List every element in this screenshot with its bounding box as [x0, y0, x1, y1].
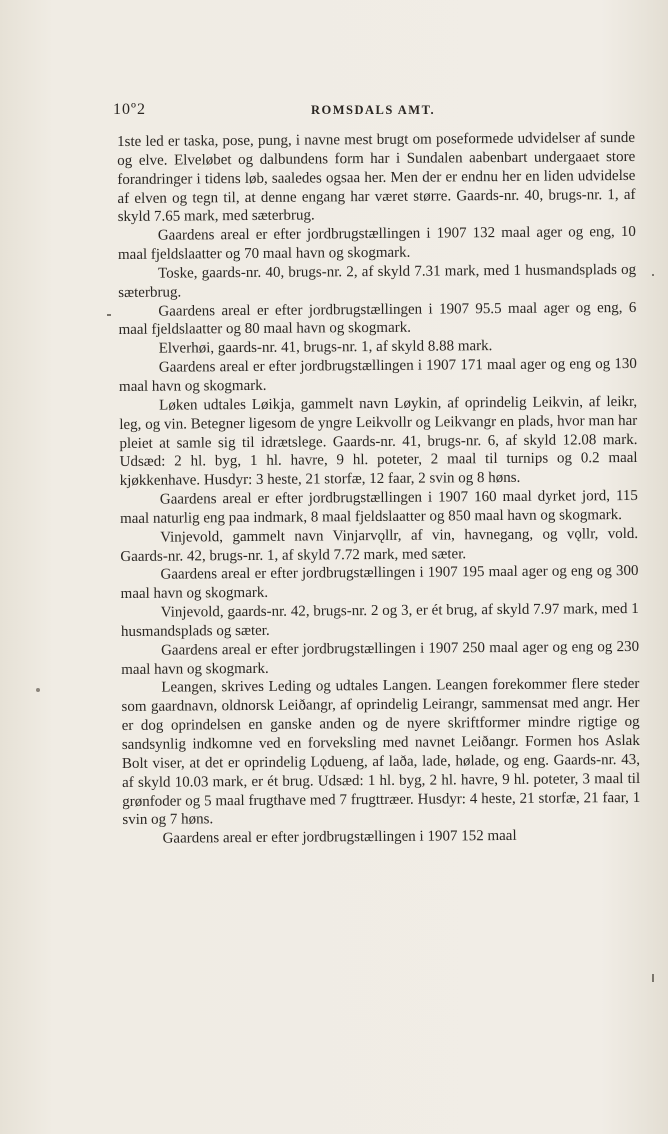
paragraph: Leangen, skrives Leding og udtales Langen. Leangen forekommer flere steder som gaardnavn, oldnorsk Leiðangr, af oprindelig Leirangr, sammensat med angr. Her er dog oprindelsen en ganske anden og de nyere skriftformer mindre rigtige og sandsynlig indkomne ved en forveksling med navnet Leiðangr. Formen hos Aslak Bolt viser, at det er oprindelig Lǫdueng, af laða, lade, hølade, og eng. Gaards-nr. 43, af skyld 10.03 mark, er ét brug. Udsæd: 1 hl. byg, 2 hl. havre, 9 hl. poteter, 3 maal til grønfoder og 5 maal frugthave med 7 frugttræer. Husdyr: 4 heste, 21 storfæ, 21 faar, 1 svin og 7 høns.: [121, 676, 641, 829]
body-text: [117, 129, 641, 849]
paragraph: Gaardens areal er efter jordbrugstællingen i 1907 195 maal ager og eng og 300 maal havn og skogmark.: [120, 563, 639, 603]
paragraph: Elverhøi, gaards-nr. 41, brugs-nr. 1, af skyld 8.88 mark.: [158, 338, 493, 357]
page-header: [0, 101, 668, 121]
paragraph: Gaardens areal er efter jordbrugstællingen i 1907 95.5 maal ager og eng, 6 maal fjeldslaatter og 80 maal havn og skogmark.: [118, 299, 637, 339]
paragraph: Gaardens areal er efter jordbrugstællingen i 1907 152 maal: [162, 828, 517, 847]
page-number: 10º2: [113, 101, 146, 118]
paragraph: Toske, gaards-nr. 40, brugs-nr. 2, af skyld 7.31 mark, med 1 husmandsplads og sæterbrug.: [118, 261, 637, 301]
ink-speck: [36, 688, 40, 692]
paragraph: Gaardens areal er efter jordbrugstællingen i 1907 171 maal ager og eng og 130 maal havn og skogmark.: [118, 356, 637, 395]
paragraph: Gaardens areal er efter jordbrugstællingen i 1907 132 maal ager og eng, 10 maal fjeldslaatter og 70 maal havn og skogmark.: [117, 224, 636, 264]
margin-mark: [652, 274, 654, 276]
paragraph: Løken udtales Løikja, gammelt navn Løykin, af oprindelig Leikvin, af leikr, leg, og vin. Betegner ligesom de yngre Leikvollr og Leikvangr en plads, hvor man har pleiet at samle sig til idrætslege. Gaards-nr. 41, brugs-nr. 6, af skyld 12.08 mark. Udsæd: 2 hl. byg, 1 hl. havre, 9 hl. poteter, 2 maal til turnips og 0.2 maal kjøkkenhave. Husdyr: 3 heste, 21 storfæ, 12 faar, 2 svin og 8 høns.: [119, 393, 638, 490]
margin-mark: [652, 974, 654, 982]
paragraph: Gaardens areal er efter jordbrugstællingen i 1907 250 maal ager og eng og 230 maal havn og skogmark.: [121, 638, 640, 678]
margin-mark: [107, 314, 111, 316]
paragraph: Vinjevold, gammelt navn Vinjarvǫllr, af vin, havnegang, og vǫllr, vold. Gaards-nr. 42, brugs-nr. 1, af skyld 7.72 mark, med sæter.: [120, 525, 639, 565]
paragraph: Gaardens areal er efter jordbrugstællingen i 1907 160 maal dyrket jord, 115 maal naturlig eng paa indmark, 8 maal fjeldslaatter og 850 maal havn og skogmark.: [119, 487, 638, 527]
running-title: ROMSDALS AMT.: [311, 103, 436, 117]
paragraph: Vinjevold, gaards-nr. 42, brugs-nr. 2 og 3, er ét brug, af skyld 7.97 mark, med 1 husmandsplads og sæter.: [120, 601, 639, 640]
paragraph: 1ste led er taska, pose, pung, i navne mest brugt om poseformede udvidelser af sunde og elve. Elveløbet og dalbundens form har i Sundalen aabenbart undergaaet store forandringer i tidens løb, saaledes ogsaa her. Men der er endnu her en liden udvidelse af elven og tegn til, at denne engang har været større. Gaards-nr. 40, brugs-nr. 1, af skyld 7.65 mark, med sæterbrug.: [117, 129, 636, 226]
